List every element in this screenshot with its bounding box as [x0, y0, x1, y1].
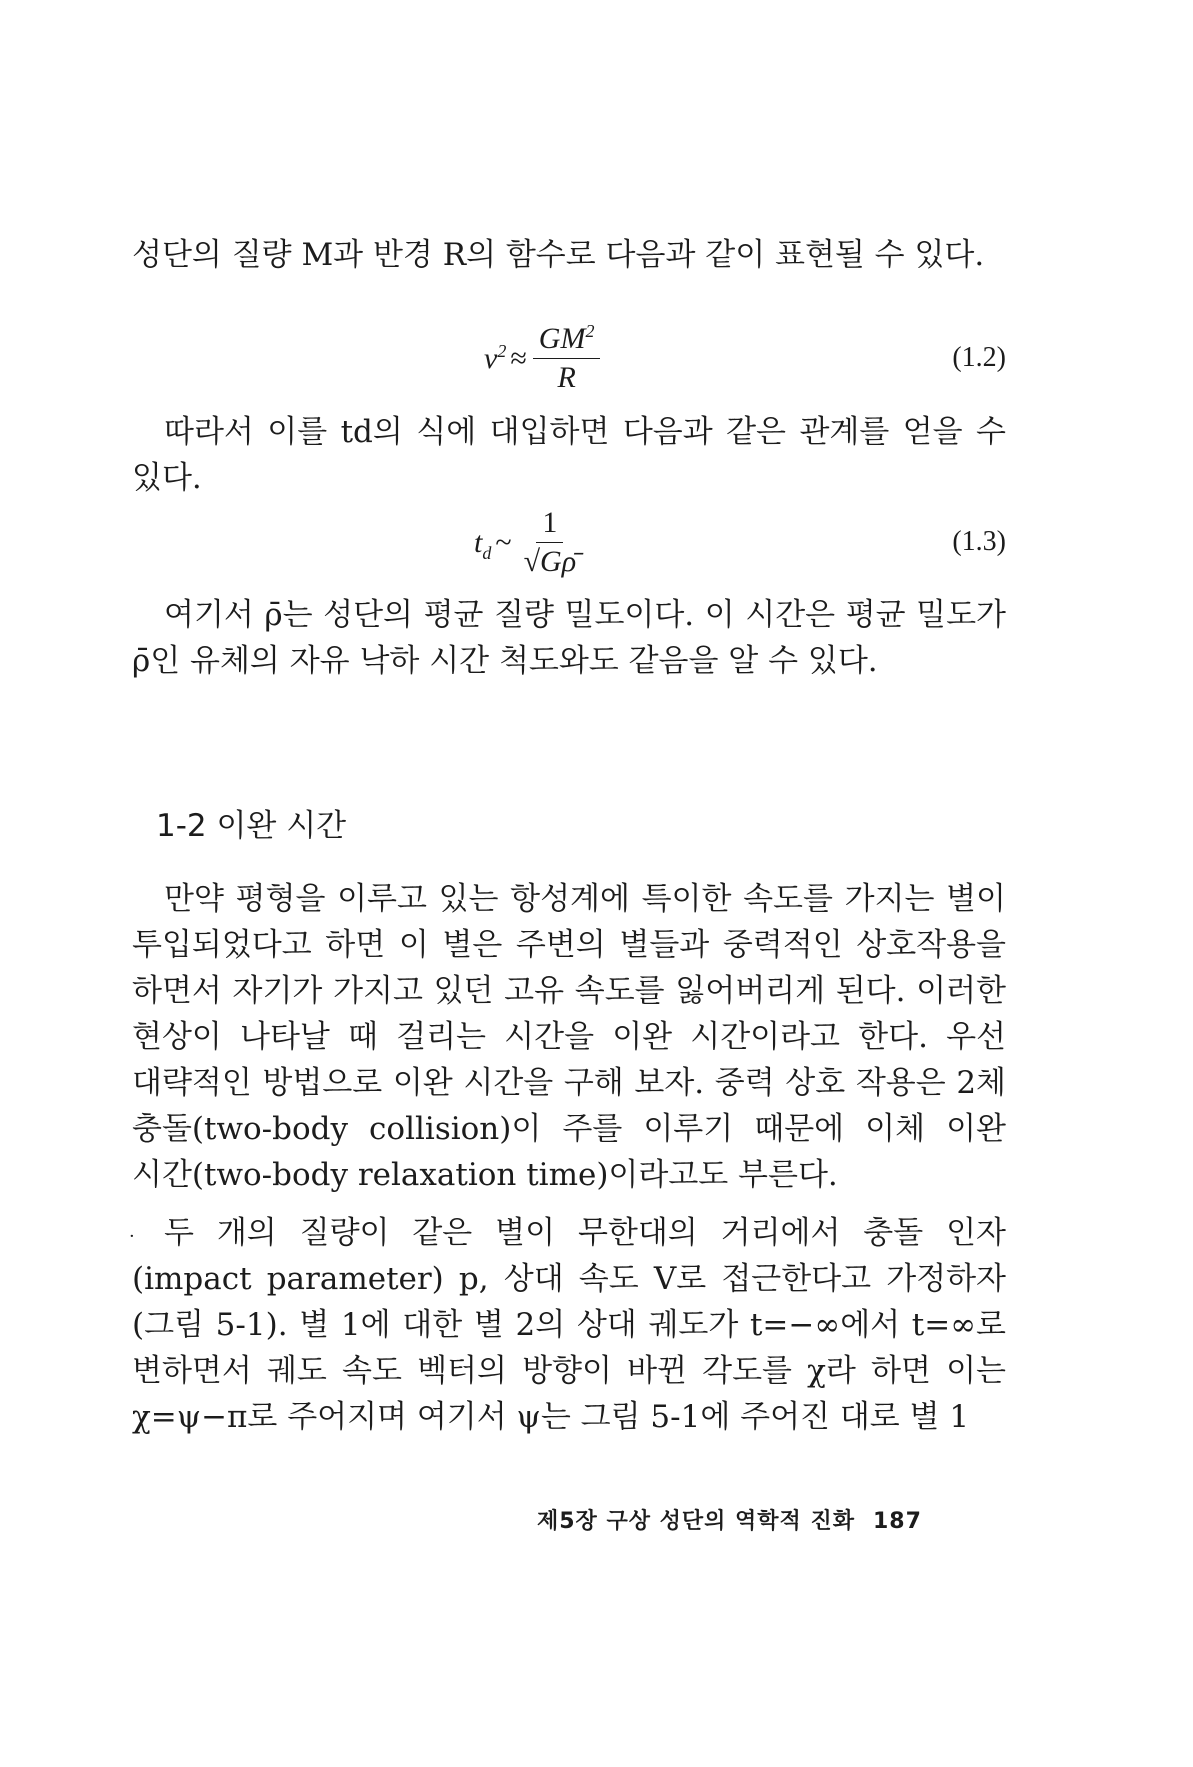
- equation-1-2: [484, 322, 600, 395]
- page-footer: [537, 1504, 922, 1535]
- eq2-relation: ~: [495, 525, 512, 559]
- paragraph-substitution: 따라서 이를 td의 식에 대입하면 다음과 같은 관계를 얻을 수 있다.: [132, 414, 1006, 496]
- paragraph-intro: 성단의 질량 M과 반경 R의 함수로 다음과 같이 표현될 수 있다.: [132, 237, 985, 273]
- margin-mark: ·: [129, 1226, 135, 1247]
- eq2-denominator: √Gρ̄: [523, 545, 577, 578]
- eq1-fraction: [533, 322, 601, 395]
- eq2-lhs: $t_d$: [474, 525, 492, 563]
- eq2-numerator: 1: [536, 506, 563, 543]
- paragraph-density: 여기서 ρ̄는 성단의 평균 질량 밀도이다. 이 시간은 평균 밀도가 ρ̄인 유체의 자유 낙하 시간 척도와도 같음을 알 수 있다.: [132, 597, 1006, 679]
- page-number: 187: [872, 1509, 922, 1534]
- section-heading: 1-2 이완 시간: [156, 808, 347, 844]
- equation-number-1-3: (1.3): [952, 526, 1006, 557]
- eq1-lhs: $v^2$: [484, 340, 507, 375]
- eq1-denominator: R: [557, 361, 576, 394]
- paragraph-collision: 두 개의 질량이 같은 별이 무한대의 거리에서 충돌 인자 (impact parameter) p, 상대 속도 V로 접근한다고 가정하자(그림 5-1). 별 1에 대한 별 2의 상대 궤도가 t=−∞에서 t=∞로 변하면서 궤도 속도 벡터의 방향이 바뀐 각도를 χ라 하면 이는 χ=ψ−π로 주어지며 여기서 ψ는 그림 5-1에 주어진 대로 별 1: [132, 1215, 1006, 1435]
- eq1-relation: ≈: [510, 341, 527, 375]
- chapter-title: 제5장 구상 성단의 역학적 진화: [537, 1509, 855, 1534]
- equation-1-3: [474, 506, 582, 579]
- paragraph-relaxation: 만약 평형을 이루고 있는 항성계에 특이한 속도를 가지는 별이 투입되었다고 하면 이 별은 주변의 별들과 중력적인 상호작용을 하면서 자기가 가지고 있던 고유 속도를 잃어버리게 된다. 이러한 현상이 나타날 때 걸리는 시간을 이완 시간이라고 한다. 우선 대략적인 방법으로 이완 시간을 구해 보자. 중력 상호 작용은 2체 충돌(two-body collision)이 주를 이루기 때문에 이체 이완 시간(two-body relaxation time)이라고도 부른다.: [132, 881, 1006, 1193]
- eq1-numerator: $GM^2$: [533, 322, 601, 359]
- equation-number-1-2: (1.2): [952, 342, 1006, 373]
- eq2-fraction: [518, 506, 583, 579]
